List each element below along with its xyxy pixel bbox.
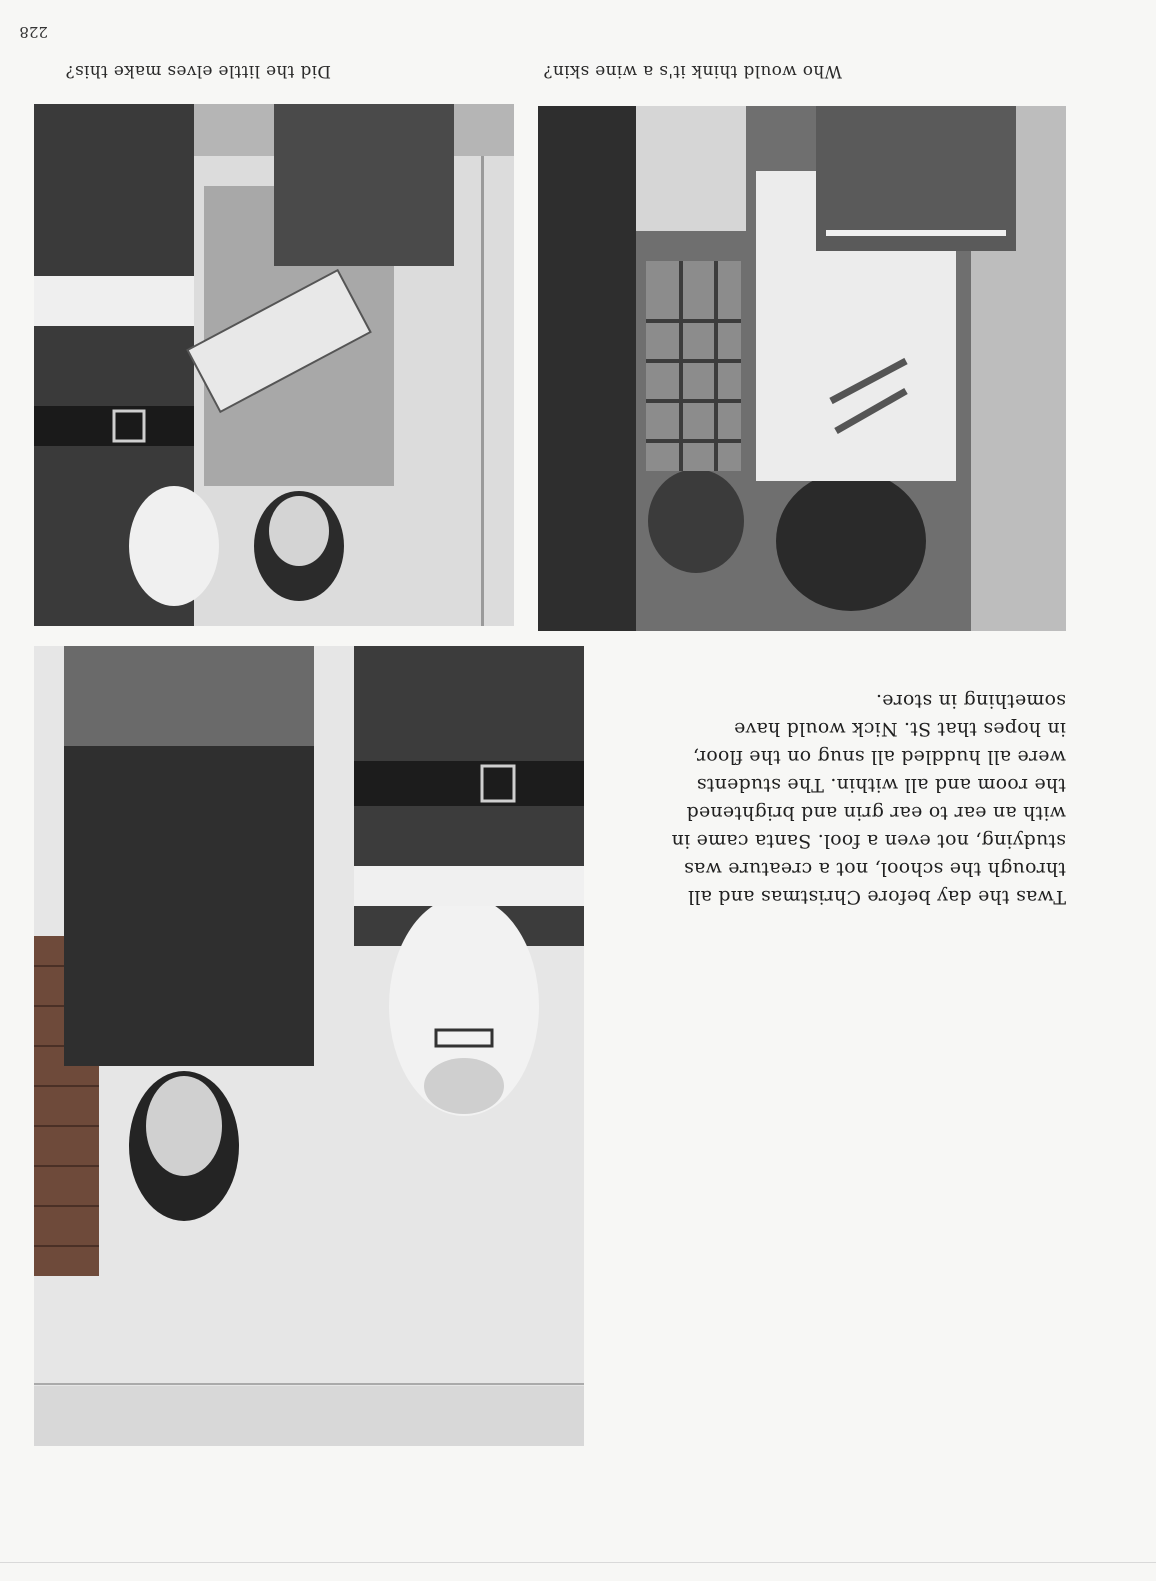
story-line: with an ear to ear grin and brightened (686, 802, 1066, 824)
page-number: 228 (19, 23, 48, 41)
story-line: something in store. (875, 690, 1066, 712)
story-line: Twas the day before Christmas and all (687, 886, 1066, 908)
photo-santa-student (34, 646, 584, 1446)
photo-santa-gift (34, 104, 514, 626)
story-line: were all huddled all snug on the floor, (692, 746, 1066, 768)
story-line: the room and all within. The students (696, 774, 1066, 796)
story-line: in hopes that St. Nick would have (733, 718, 1066, 740)
story-line: studying, not even a fool. Santa came in (671, 830, 1066, 852)
story-text (606, 687, 1066, 911)
photo-caption: Who would think it's a wine skin? (543, 61, 842, 81)
story-line: through the school, not a creature was (683, 858, 1066, 880)
page-bottom-rule (0, 1562, 1156, 1563)
photo-caption: Did the little elves make this? (65, 61, 331, 81)
photo-wine-skin (538, 106, 1066, 631)
